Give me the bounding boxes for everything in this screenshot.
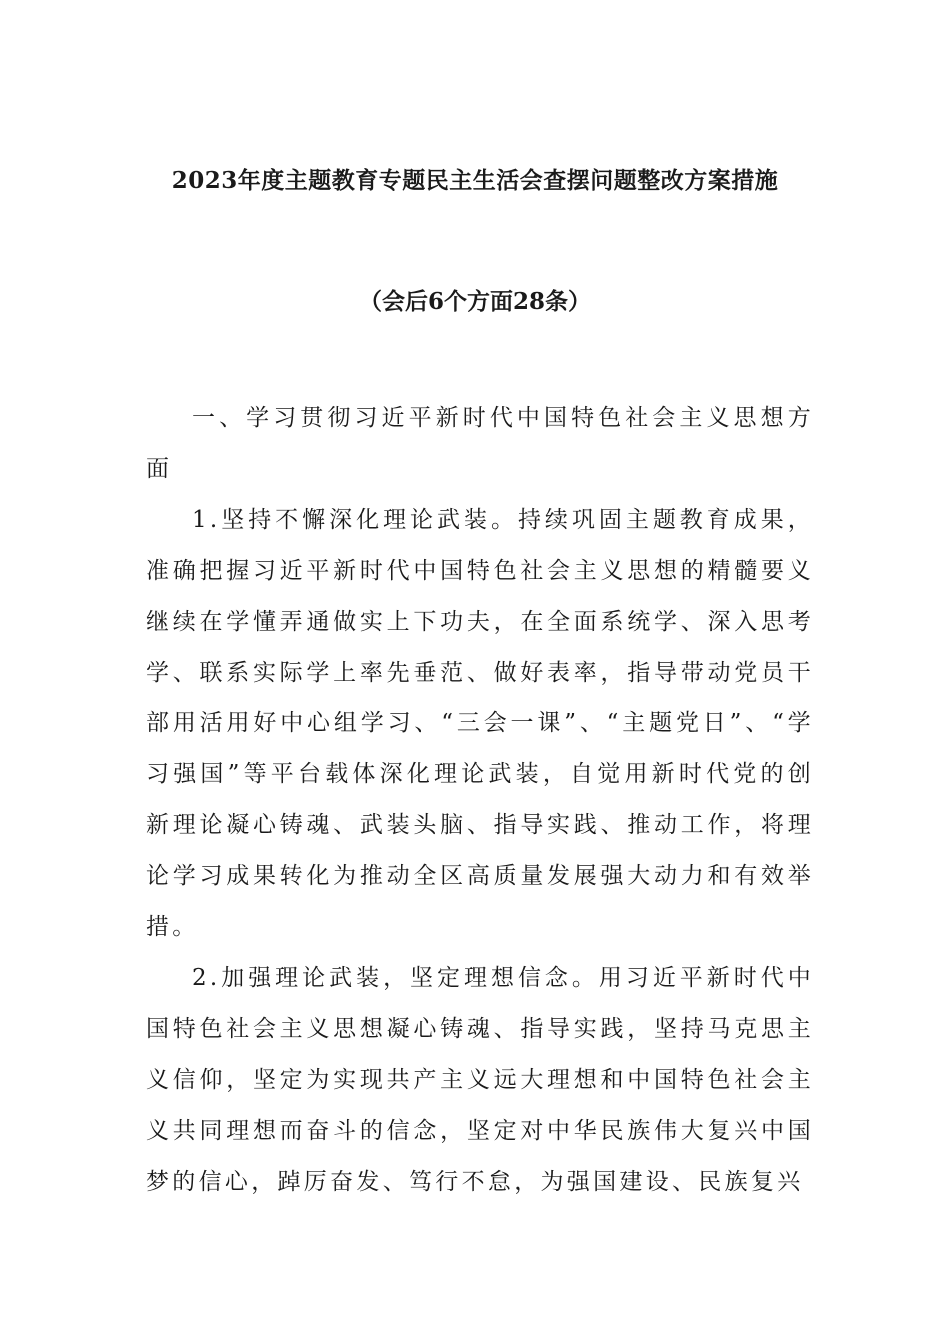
section-heading: 一、学习贯彻习近平新时代中国特色社会主义思想方面 [146, 405, 814, 482]
paragraph-2: 2.加强理论武装，坚定理想信念。用习近平新时代中国特色社会主义思想凝心铸魂、指导实践，坚持马克思主义信仰，坚定为实现共产主义远大理想和中国特色社会主义共同理想而奋斗的信念，坚定对中华民族伟大复兴中国梦的信心，踔厉奋发、笃行不怠，为强国建设、民族复兴 [146, 964, 814, 1195]
document-title: 2023年度主题教育专题民主生活会查摆问题整改方案措施 [171, 167, 779, 194]
document-subtitle: （会后6个方面28条） [358, 288, 591, 315]
document-body [146, 393, 814, 1208]
paragraph-1: 1.坚持不懈深化理论武装。持续巩固主题教育成果，准确把握习近平新时代中国特色社会主义思想的精髓要义继续在学懂弄通做实上下功夫，在全面系统学、深入思考学、联系实际学上率先垂范、做好表率，指导带动党员干部用活用好中心组学习、“三会一课”、“主题党日”、“学习强国”等平台载体深化理论武装，自觉用新时代党的创新理论凝心铸魂、武装头脑、指导实践、推动工作，将理论学习成果转化为推动全区高质量发展强大动力和有效举措。 [146, 506, 814, 941]
